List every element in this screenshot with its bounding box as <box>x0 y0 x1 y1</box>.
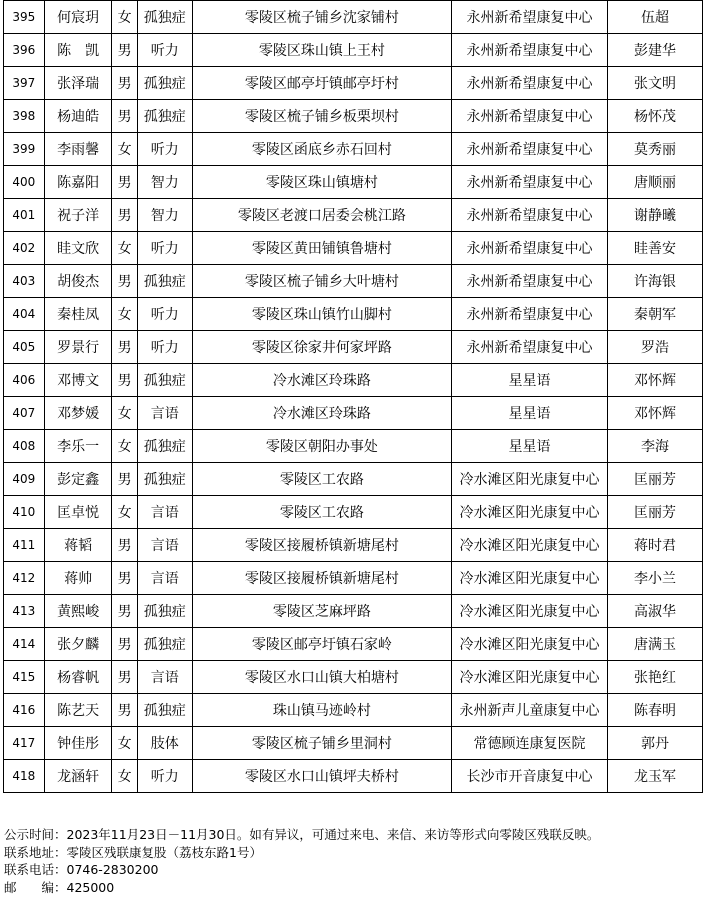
rehab-institution-cell: 永州新希望康复中心 <box>451 1 607 34</box>
disability-type-cell: 肢体 <box>137 727 192 760</box>
child-name-cell: 胡俊杰 <box>44 265 112 298</box>
child-name-cell: 眭文欣 <box>44 232 112 265</box>
home-address-cell: 零陵区朝阳办事处 <box>192 430 451 463</box>
rehab-institution-cell: 永州新声儿童康复中心 <box>451 694 607 727</box>
row-number-cell: 399 <box>4 133 45 166</box>
rehab-institution-cell: 永州新希望康复中心 <box>451 331 607 364</box>
row-number-cell: 397 <box>4 67 45 100</box>
disability-type-cell: 孤独症 <box>137 100 192 133</box>
home-address-cell: 冷水滩区玲珠路 <box>192 364 451 397</box>
child-name-cell: 秦桂凤 <box>44 298 112 331</box>
home-address-cell: 冷水滩区玲珠路 <box>192 397 451 430</box>
rehab-institution-cell: 永州新希望康复中心 <box>451 67 607 100</box>
disability-type-cell: 听力 <box>137 331 192 364</box>
table-row <box>4 364 703 397</box>
table-row <box>4 133 703 166</box>
child-name-cell: 何宸玥 <box>44 1 112 34</box>
row-number-cell: 413 <box>4 595 45 628</box>
row-number-cell: 404 <box>4 298 45 331</box>
table-row <box>4 661 703 694</box>
table-row <box>4 760 703 793</box>
guardian-name-cell: 莫秀丽 <box>608 133 703 166</box>
row-number-cell: 402 <box>4 232 45 265</box>
rehab-institution-cell: 永州新希望康复中心 <box>451 232 607 265</box>
child-name-cell: 张夕麟 <box>44 628 112 661</box>
guardian-name-cell: 高淑华 <box>608 595 703 628</box>
home-address-cell: 零陵区工农路 <box>192 463 451 496</box>
home-address-cell: 零陵区芝麻坪路 <box>192 595 451 628</box>
footer <box>4 826 599 896</box>
rehab-institution-cell: 冷水滩区阳光康复中心 <box>451 562 607 595</box>
table-row <box>4 331 703 364</box>
row-number-cell: 398 <box>4 100 45 133</box>
home-address-cell: 珠山镇马迹岭村 <box>192 694 451 727</box>
child-name-cell: 陈艺天 <box>44 694 112 727</box>
row-number-cell: 405 <box>4 331 45 364</box>
disability-type-cell: 孤独症 <box>137 67 192 100</box>
child-name-cell: 杨睿帆 <box>44 661 112 694</box>
gender-cell: 女 <box>112 496 137 529</box>
gender-cell: 女 <box>112 430 137 463</box>
child-name-cell: 蒋韬 <box>44 529 112 562</box>
disability-type-cell: 孤独症 <box>137 463 192 496</box>
home-address-cell: 零陵区珠山镇塘村 <box>192 166 451 199</box>
rehab-institution-cell: 永州新希望康复中心 <box>451 298 607 331</box>
disability-type-cell: 言语 <box>137 661 192 694</box>
home-address-cell: 零陵区工农路 <box>192 496 451 529</box>
home-address-cell: 零陵区接履桥镇新塘尾村 <box>192 562 451 595</box>
child-name-cell: 陈嘉阳 <box>44 166 112 199</box>
guardian-name-cell: 眭善安 <box>608 232 703 265</box>
table-row <box>4 166 703 199</box>
disability-type-cell: 孤独症 <box>137 595 192 628</box>
gender-cell: 男 <box>112 562 137 595</box>
table-row <box>4 265 703 298</box>
home-address-cell: 零陵区水口山镇坪夫桥村 <box>192 760 451 793</box>
disability-type-cell: 孤独症 <box>137 265 192 298</box>
gender-cell: 女 <box>112 133 137 166</box>
home-address-cell: 零陵区接履桥镇新塘尾村 <box>192 529 451 562</box>
row-number-cell: 411 <box>4 529 45 562</box>
table-row <box>4 694 703 727</box>
gender-cell: 男 <box>112 529 137 562</box>
disability-type-cell: 听力 <box>137 760 192 793</box>
guardian-name-cell: 李海 <box>608 430 703 463</box>
gender-cell: 女 <box>112 298 137 331</box>
gender-cell: 男 <box>112 199 137 232</box>
table-row <box>4 34 703 67</box>
rehab-institution-cell: 永州新希望康复中心 <box>451 265 607 298</box>
home-address-cell: 零陵区黄田铺镇鲁塘村 <box>192 232 451 265</box>
row-number-cell: 409 <box>4 463 45 496</box>
guardian-name-cell: 彭建华 <box>608 34 703 67</box>
child-name-cell: 彭定鑫 <box>44 463 112 496</box>
row-number-cell: 414 <box>4 628 45 661</box>
home-address-cell: 零陵区珠山镇上王村 <box>192 34 451 67</box>
rehab-institution-cell: 冷水滩区阳光康复中心 <box>451 529 607 562</box>
table-row <box>4 430 703 463</box>
home-address-cell: 零陵区梳子铺乡沈家铺村 <box>192 1 451 34</box>
rehab-institution-cell: 冷水滩区阳光康复中心 <box>451 595 607 628</box>
child-name-cell: 蒋帅 <box>44 562 112 595</box>
gender-cell: 男 <box>112 463 137 496</box>
guardian-name-cell: 许海银 <box>608 265 703 298</box>
guardian-name-cell: 匡丽芳 <box>608 496 703 529</box>
rehab-institution-cell: 长沙市开音康复中心 <box>451 760 607 793</box>
disability-type-cell: 言语 <box>137 397 192 430</box>
guardian-name-cell: 谢静曦 <box>608 199 703 232</box>
rehab-institution-cell: 永州新希望康复中心 <box>451 34 607 67</box>
row-number-cell: 395 <box>4 1 45 34</box>
disability-type-cell: 听力 <box>137 298 192 331</box>
disability-type-cell: 孤独症 <box>137 628 192 661</box>
disability-type-cell: 言语 <box>137 496 192 529</box>
guardian-name-cell: 郭丹 <box>608 727 703 760</box>
row-number-cell: 400 <box>4 166 45 199</box>
row-number-cell: 410 <box>4 496 45 529</box>
gender-cell: 男 <box>112 34 137 67</box>
child-name-cell: 钟佳彤 <box>44 727 112 760</box>
gender-cell: 男 <box>112 628 137 661</box>
row-number-cell: 417 <box>4 727 45 760</box>
child-name-cell: 祝子洋 <box>44 199 112 232</box>
disability-type-cell: 听力 <box>137 34 192 67</box>
table-row <box>4 1 703 34</box>
child-name-cell: 李雨馨 <box>44 133 112 166</box>
row-number-cell: 407 <box>4 397 45 430</box>
table-row <box>4 496 703 529</box>
guardian-name-cell: 张艳红 <box>608 661 703 694</box>
rehab-institution-cell: 永州新希望康复中心 <box>451 199 607 232</box>
gender-cell: 男 <box>112 265 137 298</box>
gender-cell: 男 <box>112 331 137 364</box>
home-address-cell: 零陵区徐家井何家坪路 <box>192 331 451 364</box>
disability-type-cell: 听力 <box>137 232 192 265</box>
child-name-cell: 黄熙峻 <box>44 595 112 628</box>
home-address-cell: 零陵区梳子铺乡里洞村 <box>192 727 451 760</box>
home-address-cell: 零陵区邮亭圩镇邮亭圩村 <box>192 67 451 100</box>
child-name-cell: 陈 凯 <box>44 34 112 67</box>
guardian-name-cell: 伍超 <box>608 1 703 34</box>
gender-cell: 女 <box>112 232 137 265</box>
gender-cell: 女 <box>112 1 137 34</box>
guardian-name-cell: 匡丽芳 <box>608 463 703 496</box>
gender-cell: 男 <box>112 661 137 694</box>
disability-type-cell: 孤独症 <box>137 1 192 34</box>
row-number-cell: 401 <box>4 199 45 232</box>
row-number-cell: 406 <box>4 364 45 397</box>
guardian-name-cell: 唐满玉 <box>608 628 703 661</box>
recipient-table <box>3 0 703 793</box>
child-name-cell: 杨迪皓 <box>44 100 112 133</box>
child-name-cell: 邓博文 <box>44 364 112 397</box>
disability-type-cell: 言语 <box>137 529 192 562</box>
contact-phone: 联系电话：0746-2830200 <box>4 862 159 877</box>
table-row <box>4 628 703 661</box>
gender-cell: 男 <box>112 364 137 397</box>
gender-cell: 女 <box>112 397 137 430</box>
table-row <box>4 529 703 562</box>
child-name-cell: 张泽瑞 <box>44 67 112 100</box>
gender-cell: 女 <box>112 727 137 760</box>
table-row <box>4 463 703 496</box>
rehab-institution-cell: 冷水滩区阳光康复中心 <box>451 496 607 529</box>
child-name-cell: 罗景行 <box>44 331 112 364</box>
guardian-name-cell: 龙玉军 <box>608 760 703 793</box>
rehab-institution-cell: 永州新希望康复中心 <box>451 100 607 133</box>
table-row <box>4 727 703 760</box>
guardian-name-cell: 罗浩 <box>608 331 703 364</box>
gender-cell: 男 <box>112 100 137 133</box>
guardian-name-cell: 秦朝军 <box>608 298 703 331</box>
table-row <box>4 67 703 100</box>
home-address-cell: 零陵区老渡口居委会桃江路 <box>192 199 451 232</box>
contact-address: 联系地址：零陵区残联康复股（荔枝东路1号） <box>4 844 262 860</box>
child-name-cell: 李乐一 <box>44 430 112 463</box>
home-address-cell: 零陵区水口山镇大柏塘村 <box>192 661 451 694</box>
rehab-institution-cell: 常德顾连康复医院 <box>451 727 607 760</box>
child-name-cell: 邓梦媛 <box>44 397 112 430</box>
home-address-cell: 零陵区函底乡赤石回村 <box>192 133 451 166</box>
guardian-name-cell: 邓怀辉 <box>608 364 703 397</box>
rehab-institution-cell: 永州新希望康复中心 <box>451 133 607 166</box>
guardian-name-cell: 陈春明 <box>608 694 703 727</box>
table-body <box>4 1 703 793</box>
home-address-cell: 零陵区珠山镇竹山脚村 <box>192 298 451 331</box>
disability-type-cell: 听力 <box>137 133 192 166</box>
guardian-name-cell: 蒋时君 <box>608 529 703 562</box>
gender-cell: 男 <box>112 67 137 100</box>
gender-cell: 男 <box>112 595 137 628</box>
row-number-cell: 415 <box>4 661 45 694</box>
home-address-cell: 零陵区梳子铺乡大叶塘村 <box>192 265 451 298</box>
table-row <box>4 232 703 265</box>
table-row <box>4 100 703 133</box>
rehab-institution-cell: 冷水滩区阳光康复中心 <box>451 628 607 661</box>
home-address-cell: 零陵区梳子铺乡板栗坝村 <box>192 100 451 133</box>
guardian-name-cell: 唐顺丽 <box>608 166 703 199</box>
gender-cell: 男 <box>112 166 137 199</box>
table-row <box>4 199 703 232</box>
gender-cell: 女 <box>112 760 137 793</box>
child-name-cell: 匡卓悦 <box>44 496 112 529</box>
publicity-notice: 公示时间：2023年11月23日－11月30日。如有异议，可通过来电、来信、来访等形式向零陵区残联反映。 <box>4 827 600 842</box>
row-number-cell: 396 <box>4 34 45 67</box>
disability-type-cell: 孤独症 <box>137 694 192 727</box>
row-number-cell: 403 <box>4 265 45 298</box>
rehab-institution-cell: 星星语 <box>451 364 607 397</box>
rehab-institution-cell: 永州新希望康复中心 <box>451 166 607 199</box>
disability-type-cell: 孤独症 <box>137 364 192 397</box>
row-number-cell: 416 <box>4 694 45 727</box>
guardian-name-cell: 李小兰 <box>608 562 703 595</box>
disability-type-cell: 言语 <box>137 562 192 595</box>
home-address-cell: 零陵区邮亭圩镇石家岭 <box>192 628 451 661</box>
row-number-cell: 412 <box>4 562 45 595</box>
table-row <box>4 562 703 595</box>
rehab-institution-cell: 星星语 <box>451 430 607 463</box>
table-row <box>4 595 703 628</box>
table-row <box>4 397 703 430</box>
rehab-institution-cell: 星星语 <box>451 397 607 430</box>
table-row <box>4 298 703 331</box>
guardian-name-cell: 杨怀茂 <box>608 100 703 133</box>
disability-type-cell: 智力 <box>137 199 192 232</box>
guardian-name-cell: 邓怀辉 <box>608 397 703 430</box>
gender-cell: 男 <box>112 694 137 727</box>
disability-type-cell: 孤独症 <box>137 430 192 463</box>
rehab-institution-cell: 冷水滩区阳光康复中心 <box>451 463 607 496</box>
row-number-cell: 408 <box>4 430 45 463</box>
postcode: 邮 编：425000 <box>4 879 115 895</box>
rehab-institution-cell: 冷水滩区阳光康复中心 <box>451 661 607 694</box>
row-number-cell: 418 <box>4 760 45 793</box>
disability-type-cell: 智力 <box>137 166 192 199</box>
child-name-cell: 龙涵轩 <box>44 760 112 793</box>
guardian-name-cell: 张文明 <box>608 67 703 100</box>
